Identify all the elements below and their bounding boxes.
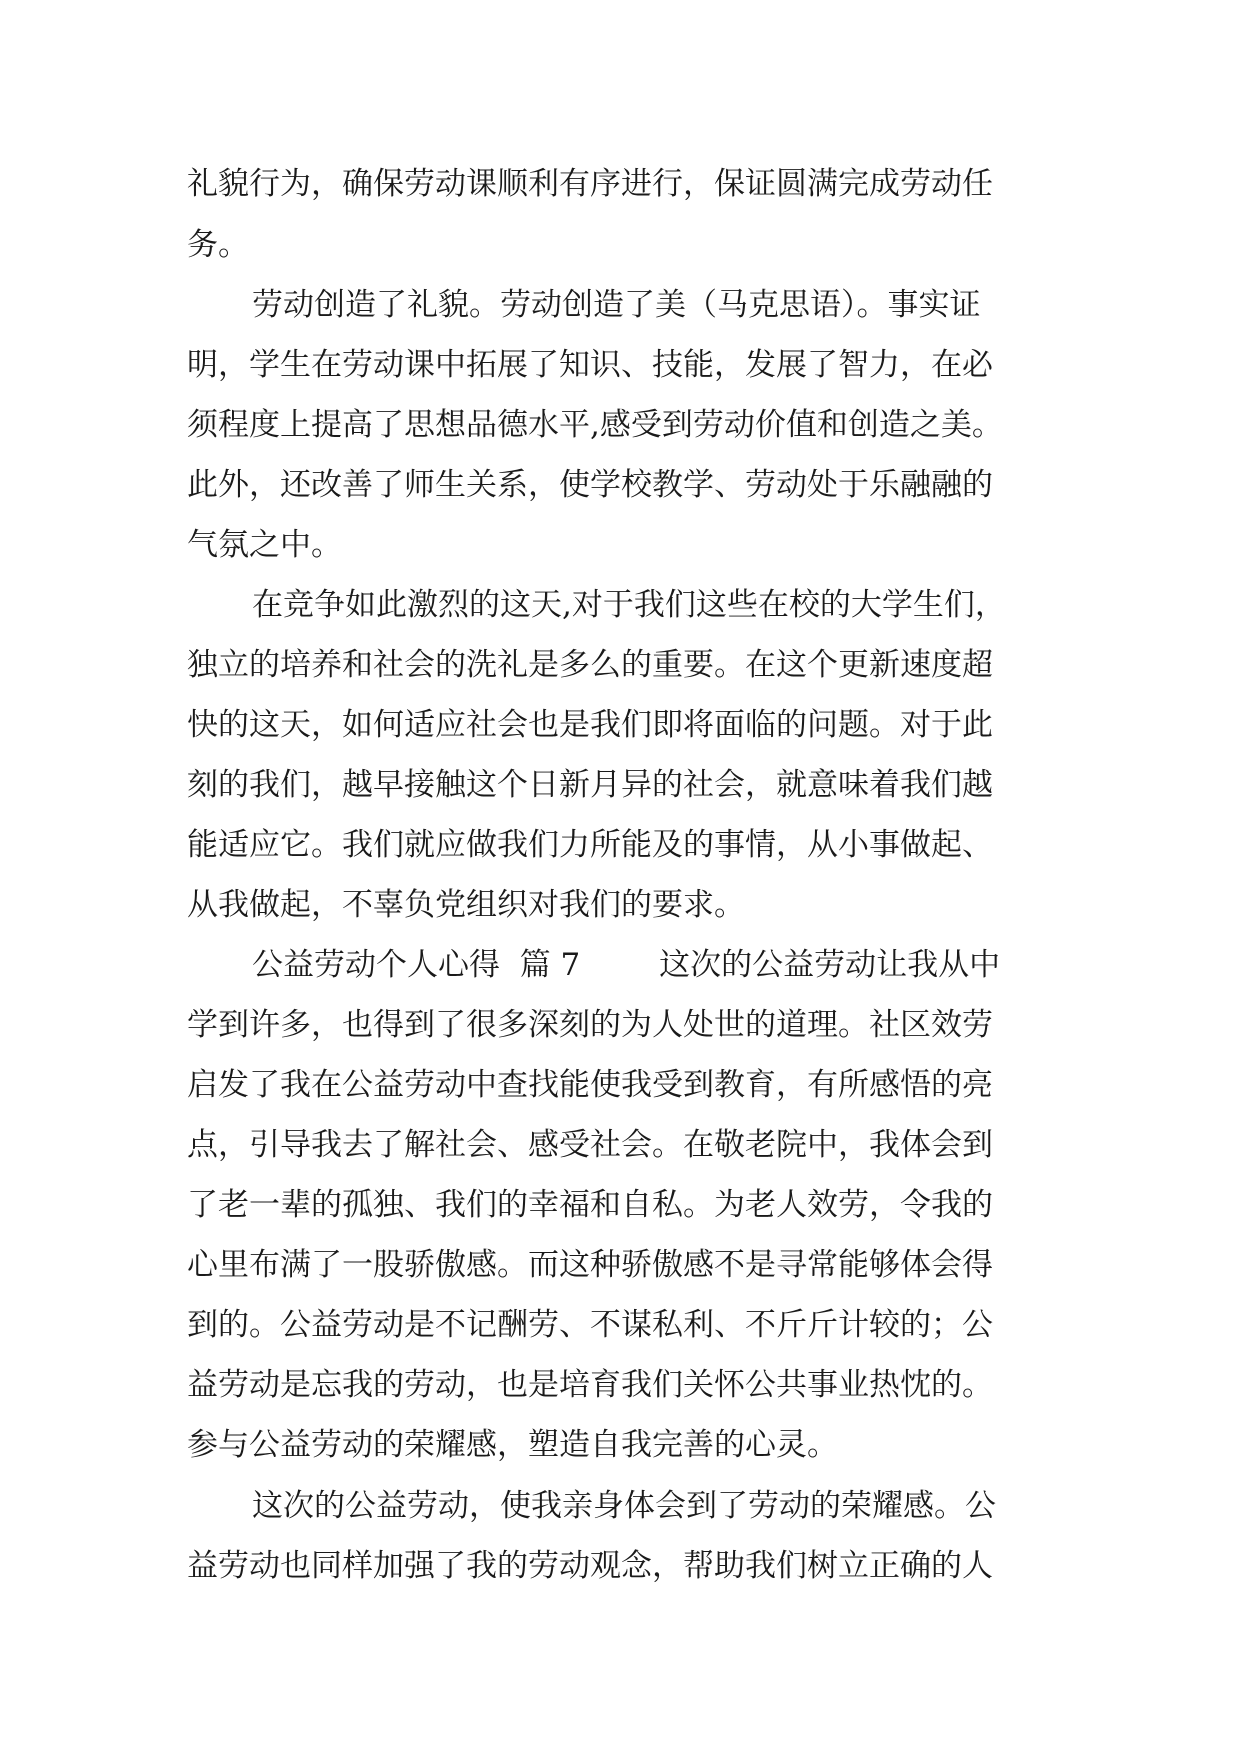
text-line: 能适应它。我们就应做我们力所能及的事情，从小事做起、 bbox=[187, 827, 993, 863]
text-line: 了老一辈的孤独、我们的幸福和自私。为老人效劳，令我的 bbox=[187, 1187, 993, 1223]
text-line: 心里布满了一股骄傲感。而这种骄傲感不是寻常能够体会得 bbox=[187, 1247, 993, 1283]
text-line: 学到许多，也得到了很多深刻的为人处世的道理。社区效劳 bbox=[187, 1007, 993, 1043]
text-line: 务。 bbox=[187, 227, 249, 263]
text-line: 快的这天，如何适应社会也是我们即将面临的问题。对于此 bbox=[187, 707, 993, 743]
text-line: 气氛之中。 bbox=[187, 527, 342, 563]
text-line: 须程度上提高了思想品德水平,感受到劳动价值和创造之美。 bbox=[187, 407, 1003, 443]
text-line: 益劳动也同样加强了我的劳动观念，帮助我们树立正确的人 bbox=[187, 1548, 993, 1584]
text-line: 独立的培养和社会的洗礼是多么的重要。在这个更新速度超 bbox=[187, 647, 993, 683]
text-line: 此外，还改善了师生关系，使学校教学、劳动处于乐融融的 bbox=[187, 467, 993, 503]
text-line: 启发了我在公益劳动中查找能使我受到教育，有所感悟的亮 bbox=[187, 1067, 993, 1103]
text-line: 点，引导我去了解社会、感受社会。在敬老院中，我体会到 bbox=[187, 1127, 993, 1163]
text-line: 从我做起，不辜负党组织对我们的要求。 bbox=[187, 887, 745, 923]
text-line: 这次的公益劳动，使我亲身体会到了劳动的荣耀感。公 bbox=[252, 1488, 996, 1524]
text-line: 益劳动是忘我的劳动，也是培育我们关怀公共事业热忱的。 bbox=[187, 1367, 993, 1403]
text-line: 礼貌行为，确保劳动课顺利有序进行，保证圆满完成劳动任 bbox=[187, 166, 993, 202]
text-line: 公益劳动个人心得 篇 7 这次的公益劳动让我从中 bbox=[252, 947, 1001, 983]
text-line: 劳动创造了礼貌。劳动创造了美（马克思语）。事实证 bbox=[252, 287, 981, 323]
text-line: 在竞争如此激烈的这天,对于我们这些在校的大学生们， bbox=[252, 587, 1006, 623]
text-line: 刻的我们，越早接触这个日新月异的社会，就意味着我们越 bbox=[187, 767, 993, 803]
text-line: 参与公益劳动的荣耀感，塑造自我完善的心灵。 bbox=[187, 1427, 838, 1463]
text-line: 到的。公益劳动是不记酬劳、不谋私利、不斤斤计较的；公 bbox=[187, 1307, 993, 1343]
text-line: 明，学生在劳动课中拓展了知识、技能，发展了智力，在必 bbox=[187, 347, 993, 383]
